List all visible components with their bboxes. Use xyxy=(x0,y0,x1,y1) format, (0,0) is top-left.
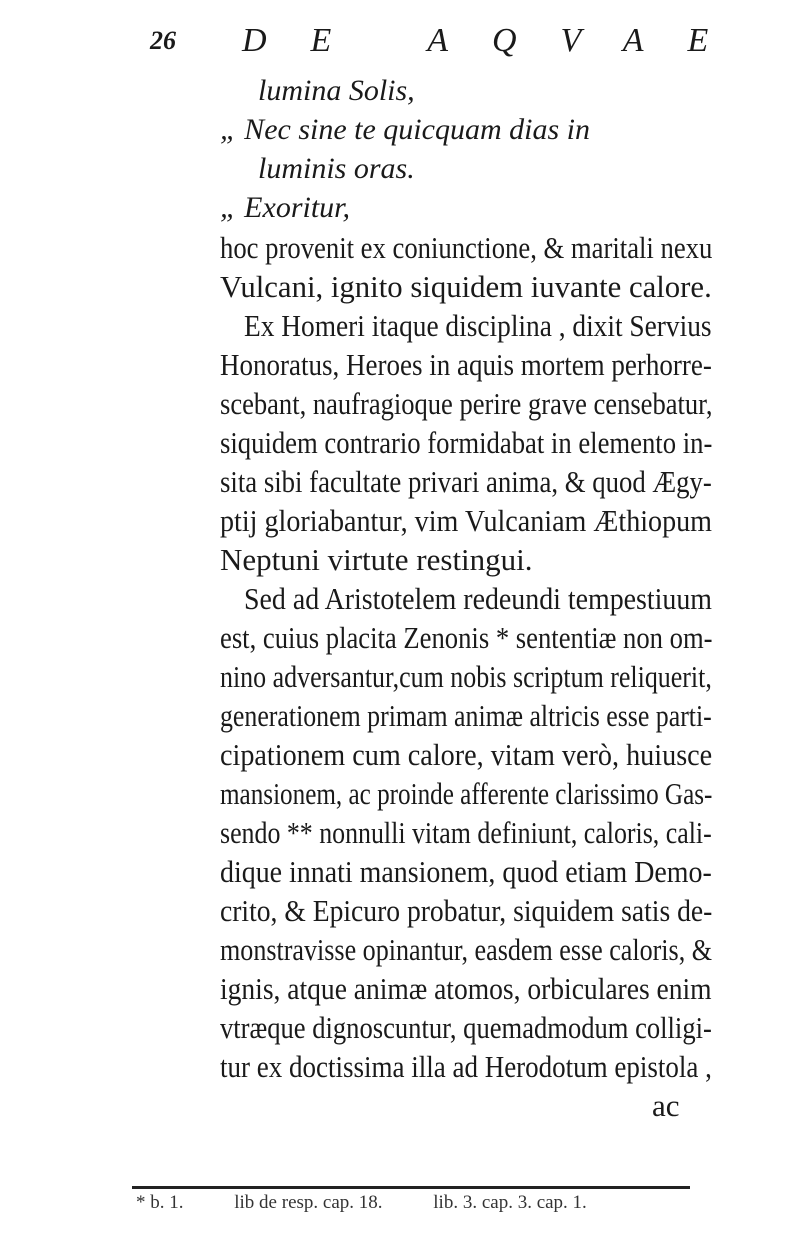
text-line: mansionem, ac proinde afferente clarissimo Gas- xyxy=(220,776,713,811)
text-line: vtræque dignoscuntur, quemadmodum colligi- xyxy=(220,1010,712,1045)
text-line: hoc provenit ex coniunctione, & maritali nexu xyxy=(220,230,713,265)
text-line: scebant, naufragioque perire grave censebatur, xyxy=(220,386,713,421)
text-line: generationem primam animæ altricis esse parti- xyxy=(220,698,712,733)
text-line: est, cuius placita Zenonis * sententiæ non om- xyxy=(220,620,713,655)
text-line: Vulcani, ignito siquidem iuvante calore. xyxy=(220,269,712,304)
footnotes xyxy=(136,1192,633,1214)
running-head: DE AQVAE xyxy=(242,22,753,59)
text-line: Sed ad Aristotelem redeundi tempestiuum xyxy=(244,581,713,616)
text-line: „ Exoritur, xyxy=(220,191,351,224)
text-line: siquidem contrario formidabat in elemento in- xyxy=(220,425,713,460)
page-number: 26 xyxy=(150,26,176,55)
text-line: cipationem cum calore, vitam verò, huiusce xyxy=(220,737,713,772)
text-line: dique innati mansionem, quod etiam Demo- xyxy=(220,854,712,889)
text-line: ptij gloriabantur, vim Vulcaniam Æthiopum xyxy=(220,503,713,538)
text-line: Ex Homeri itaque disciplina , dixit Servius xyxy=(244,308,712,343)
text-line: tur ex doctissima illa ad Herodotum epistola , xyxy=(220,1049,712,1084)
text-line: sendo ** nonnulli vitam definiunt, caloris, cali- xyxy=(220,815,712,850)
text-line: lumina Solis, xyxy=(258,74,415,107)
footnote-divider xyxy=(132,1186,690,1189)
text-line: crito, & Epicuro probatur, siquidem satis de- xyxy=(220,893,713,928)
page-header xyxy=(150,22,753,72)
text-line: nino adversantur,cum nobis scriptum reliquerit, xyxy=(220,659,712,694)
text-line: Honoratus, Heroes in aquis mortem perhorre- xyxy=(220,347,712,382)
text-line: „ Nec sine te quicquam dias in xyxy=(220,113,590,146)
catchword: ac xyxy=(652,1088,680,1123)
footnote: * b. 1. xyxy=(136,1192,184,1213)
text-line: luminis oras. xyxy=(258,152,415,185)
footnote: lib. 3. cap. 3. cap. 1. xyxy=(433,1192,587,1213)
text-line: monstravisse opinantur, easdem esse caloris, & xyxy=(220,932,713,967)
text-line: Neptuni virtute restingui. xyxy=(220,542,533,577)
text-line: ignis, atque animæ atomos, orbiculares enim xyxy=(220,971,712,1006)
footnote: lib de resp. cap. 18. xyxy=(234,1192,383,1213)
text-line: sita sibi facultate privari anima, & quod Ægy- xyxy=(220,464,712,499)
